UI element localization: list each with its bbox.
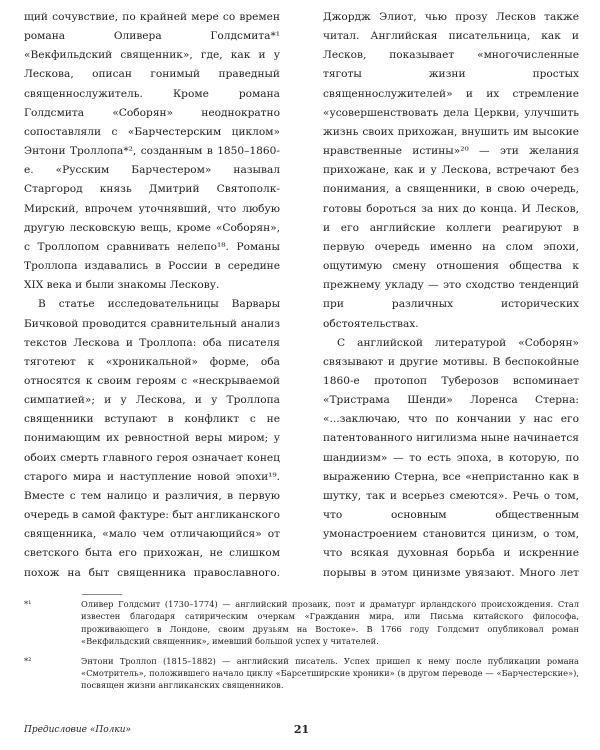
right-column	[323, 8, 579, 583]
paragraph: В статье исследовательницы Варвары Бичковой проводится сравнительный анализ текстов Лескова и Троллопа: оба писателя тяготеют к «хроникальной» форме, оба относятся к своим героям с «нескрываемой симпатией»; и у Лескова, и у Троллопа священники вступают в конфликт с не понимающим их ревностной веры миром; у обоих смерть главного героя означает конец старого мира и наступление новой эпохи¹⁹. Вместе с тем налицо и различия, в первую очередь в самой фактуре: быт англиканского священника, «мало чем отличающийся» от светского быта его прихожан, не слишком похож на быт священника православного.	[24, 298, 280, 579]
left-column	[24, 8, 280, 583]
paragraph: щий сочувствие, по крайней мере со времен романа Оливера Голдсмита*¹ «Векфильдский священник», где, как и у Лескова, описан гонимый праведный священнослужитель. Кроме романа Голдсмита «Соборян» неоднократно сопоставляли с «Барчестерским циклом» Энтони Троллопа*², созданным в 1850–1860-е. «Русским Барчестером» называл Старгород князь Дмитрий Святополк-Мирский, впрочем уточнявший, что любую другую лесковскую вещь, кроме «Соборян», с Троллопом сравнивать нелепо¹⁸. Романы Троллопа издавались в России в середине XIX века и были знакомы Лескову.	[24, 11, 280, 292]
footnote-divider	[82, 594, 122, 595]
page-footer	[24, 723, 579, 739]
footnote-text: Энтони Троллоп (1815–1882) — английский писатель. Успех пришел к нему после публикации романа «Смотритель», положившего начало циклу «Барсетширские хроники» (в другом переводе — «Барчестерские»), посвящен жизни англиканских священников.	[81, 655, 579, 691]
paragraph: С английской литературой «Соборян» связывают и другие мотивы. В беспокойные 1860-е протопоп Туберозов вспоминает «Тристрама Шенди» Лоренса Стерна: «...заключаю, что по кончании у нас его патентованного нигилизма ныне начинается шандиизм» — то есть эпоха, в которую, по выражению Стерна, все «непристанно как в шутку, так и всерьез смеются». Речь о том, что основным общественным умонастроением становится цинизм, о том, что всякая духовная борьба и искренние порывы в этом цинизме увязают. Много лет	[323, 336, 579, 579]
footnote-mark: *²	[24, 655, 32, 666]
body-columns	[24, 8, 579, 583]
footnote-mark: *¹	[24, 599, 32, 609]
footnote-text: Оливер Голдсмит (1730–1774) — английский прозаик, поэт и драматург ирландского происхождения. Стал известен благодаря сатирическим очеркам «Гражданин мира, или Письма китайского философа, проживающего в Лондоне, своим друзьям на Востоке». В 1766 году Голдсмит опубликовал роман «Векфильдский священник», имевший большой успех у читателей.	[81, 599, 579, 647]
footnotes	[24, 598, 579, 699]
page-number: 21	[293, 723, 310, 736]
paragraph: Джордж Элиот, чью прозу Лесков также читал. Английская писательница, как и Лесков, показывает «многочисленные тяготы жизни простых священнослужителей» и их стремление «усовершенствовать дела Церкви, улучшить жизнь своих прихожан, внушить им высокие нравственные истины»²⁰ — эти желания прихожане, как и у Лескова, встречают без понимания, а священники, в свою очередь, готовы бороться за них до конца. И Лесков, и его английские коллеги реагируют в первую очередь именно на слом эпохи, ощутимую смену отношения общества к прежнему укладу — это сходство тенденций при различных исторических обстоятельствах.	[323, 11, 579, 330]
running-title: Предисловие «Полки»	[24, 725, 132, 735]
footnote	[24, 598, 579, 648]
footnote	[24, 655, 579, 692]
